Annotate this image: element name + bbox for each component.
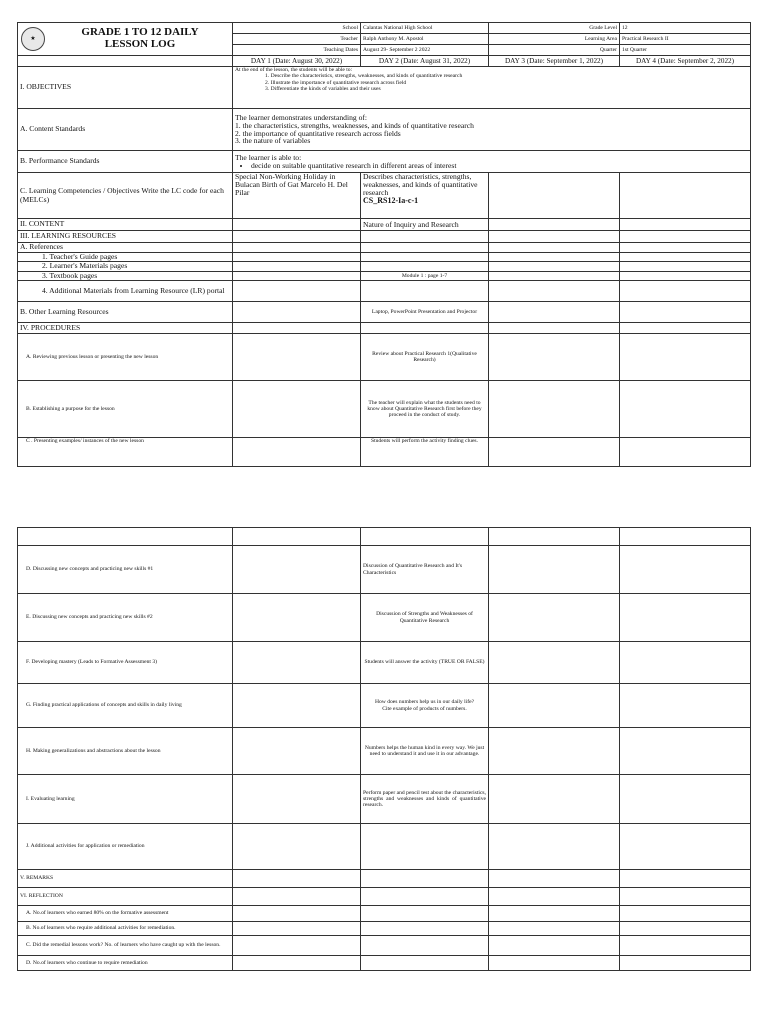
procedure-d-label: D. Discussing new concepts and practicing new skills #1 — [18, 546, 233, 594]
lesson-log-table-page1 — [17, 22, 751, 467]
day3-header: DAY 3 (Date: September 1, 2022) — [489, 56, 620, 67]
teacher-value: Ralph Anthony M. Apostol — [361, 34, 489, 45]
procedure-j-label: J. Additional activities for application or remediation — [18, 824, 233, 870]
competency-text: Describes characteristics, strengths, weaknesses, and kinds of quantitative research — [363, 172, 478, 197]
reflection-c: C. Did the remedial lessons work? No. of learners who have caught up with the lesson. — [18, 936, 233, 956]
day2-header: DAY 2 (Date: August 31, 2022) — [361, 56, 489, 67]
procedure-g-line2: Cite example of products of numbers. — [382, 705, 467, 712]
procedures-label: IV. PROCEDURES — [18, 323, 233, 334]
resources-label: III. LEARNING RESOURCES — [18, 231, 233, 243]
procedure-a-label: A. Reviewing previous lesson or presenting the new lesson — [18, 334, 233, 381]
school-value: Calantas National High School — [361, 23, 489, 34]
objectives-label: I. OBJECTIVES — [18, 67, 233, 109]
other-resources-label: B. Other Learning Resources — [18, 302, 233, 323]
content-label: II. CONTENT — [18, 219, 233, 231]
teacher-guide-label: 1. Teacher's Guide pages — [18, 252, 233, 262]
procedure-b-label: B. Establishing a purpose for the lesson — [18, 381, 233, 438]
textbook-label: 3. Textbook pages — [18, 271, 233, 281]
quarter-label: Quarter — [489, 45, 620, 56]
content-standard-line: The learner demonstrates understanding of: — [235, 112, 368, 122]
procedure-g-label: G. Finding practical applications of concepts and skills in daily living — [18, 684, 233, 728]
additional-materials-label: 4. Additional Materials from Learning Resource (LR) portal — [18, 281, 233, 302]
grade-value: 12 — [620, 23, 751, 34]
competencies-day2 — [361, 173, 489, 219]
competency-code: CS_RS12-Ia-c-1 — [363, 195, 419, 205]
reflection-b: B. No.of learners who require additional activities for remediation. — [18, 922, 233, 936]
competencies-label: C. Learning Competencies / Objectives Write the LC code for each (MELCs) — [18, 173, 233, 219]
content-standards-label: A. Content Standards — [18, 109, 233, 151]
learner-materials-label: 2. Learner's Materials pages — [18, 262, 233, 272]
area-label: Learning Area — [489, 34, 620, 45]
performance-standards-content — [233, 151, 751, 173]
day1-header: DAY 1 (Date: August 30, 2022) — [233, 56, 361, 67]
performance-standard-bullet: • decide on suitable quantitative research in different areas of interest — [251, 162, 748, 170]
deped-seal-icon: ★ — [21, 27, 45, 51]
header-title-2: LESSON LOG — [104, 38, 176, 50]
reflection-label: VI. REFLECTION — [18, 888, 233, 906]
procedure-e-label: E. Discussing new concepts and practicing new skills #2 — [18, 594, 233, 642]
objective-1: 1. Describe the characteristics, strengths, weaknesses, and kinds of quantitative research — [265, 73, 463, 80]
procedure-h-label: H. Making generalizations and abstractions about the lesson — [18, 728, 233, 775]
reflection-a: A. No.of learners who earned 80% on the formative assessment — [18, 906, 233, 922]
header-title-1: GRADE 1 TO 12 DAILY — [81, 26, 199, 39]
procedure-b-day2: The teacher will explain what the students need to know about Quantitative Research first before they proceed in the conduct of study. — [361, 381, 489, 438]
procedure-i-label: I. Evaluating learning — [18, 775, 233, 824]
procedure-c-day2: Students will perform the activity finding clues. — [361, 438, 489, 467]
day4-header: DAY 4 (Date: September 2, 2022) — [620, 56, 751, 67]
procedure-g-day2 — [361, 684, 489, 728]
procedure-g-line1: How does numbers help us in our daily life? — [374, 699, 475, 706]
content-standards-content — [233, 109, 751, 151]
objective-3: 3. Differentiate the kinds of variables and their uses — [265, 85, 381, 92]
area-value: Practical Research II — [620, 34, 751, 45]
header-title-cell — [18, 23, 233, 56]
procedure-f-day2: Students will answer the activity (TRUE OR FALSE) — [361, 642, 489, 684]
procedure-c-label: C . Presenting examples/ instances of the new lesson — [18, 438, 233, 467]
dates-label: Teaching Dates — [233, 45, 361, 56]
textbook-day2: Module 1 : page 1-7 — [361, 271, 489, 281]
performance-standards-intro: The learner is able to: — [235, 152, 302, 162]
procedure-i-day2: Perform paper and pencil test about the characteristics, strengths and weaknesses and kinds of quantitative research. — [361, 775, 489, 824]
procedure-d-day2: Discussion of Quantitative Research and It's Characteristics — [361, 546, 489, 594]
procedure-a-day2: Review about Practical Research 1(Qualitative Research) — [361, 334, 489, 381]
objectives-content — [233, 67, 751, 109]
content-day2: Nature of Inquiry and Research — [361, 219, 489, 231]
other-resources-day2: Laptop, PowerPoint Presentation and Projector — [361, 302, 489, 323]
procedure-f-label: F. Developing mastery (Leads to Formative Assessment 3) — [18, 642, 233, 684]
content-standard-line: 2. the importance of quantitative research across fields — [235, 128, 401, 138]
procedure-h-day2: Numbers helps the human kind in every way. We just need to understand it and use it in our advantage. — [361, 728, 489, 775]
content-standard-line: 1. the characteristics, strengths, weaknesses, and kinds of quantitative research — [235, 120, 474, 130]
school-label: School — [233, 23, 361, 34]
performance-standards-label: B. Performance Standards — [18, 151, 233, 173]
content-standard-line: 3. the nature of variables — [235, 136, 311, 146]
remarks-label: V. REMARKS — [18, 870, 233, 888]
dates-value: August 29- September 2 2022 — [361, 45, 489, 56]
quarter-value: 1st Quarter — [620, 45, 751, 56]
objective-2: 2. Illustrate the importance of quantitative research across field — [265, 79, 407, 86]
objectives-intro: At the end of the lesson, the students will be able to: — [235, 67, 353, 73]
teacher-label: Teacher — [233, 34, 361, 45]
reflection-d: D. No.of learners who continue to require remediation — [18, 956, 233, 971]
lesson-log-table-page2 — [17, 527, 751, 971]
procedure-e-day2: Discussion of Strengths and Weaknesses of Quantitative Research — [361, 594, 489, 642]
competencies-day1: Special Non-Working Holiday in Bulacan Birth of Gat Marcelo H. Del Pilar — [233, 173, 361, 219]
grade-label: Grade Level — [489, 23, 620, 34]
references-label: A. References — [18, 243, 233, 253]
